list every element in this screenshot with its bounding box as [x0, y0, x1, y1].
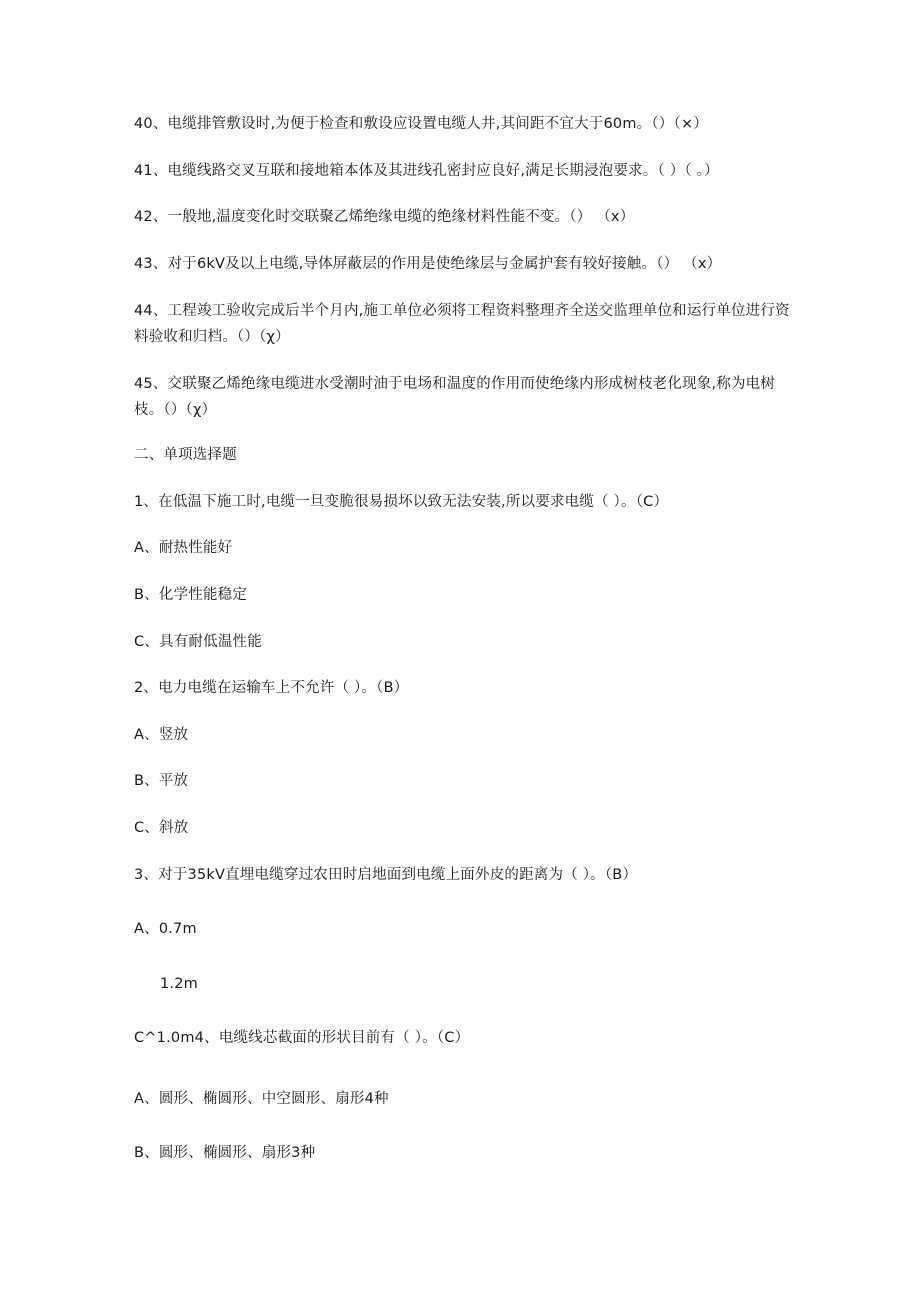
question-41: 41、电缆线路交叉互联和接地箱本体及其进线孔密封应良好,满足长期浸泡要求。（ ）（ 。）	[134, 163, 719, 179]
question-42: 42、一般地,温度变化时交联聚乙烯绝缘电缆的绝缘材料性能不变。（） （x）	[134, 209, 635, 225]
question-44: 44、工程竣工验收完成后半个月内,施工单位必须将工程资料整理齐全送交监理单位和运行单位进行资料验收和归档。（）（χ）	[134, 303, 790, 345]
mc-question-4: C^1.0m4、电缆线芯截面的形状目前有（ ）。（C）	[134, 1030, 470, 1046]
section-heading: 二、单项选择题	[134, 447, 237, 463]
mc-option: C、斜放	[134, 820, 189, 836]
question-40: 40、电缆排管敷设时,为便于检查和敷设应设置电缆人井,其间距不宜大于60m。（）（×）	[134, 116, 708, 132]
mc-question-3: 3、对于35kV直埋电缆穿过农田时启地面到电缆上面外皮的距离为（ ）。（B）	[134, 867, 638, 883]
mc-question-2: 2、电力电缆在运输车上不允许（ ）。（B）	[134, 680, 409, 696]
mc-question-1: 1、在低温下施工时,电缆一旦变脆很易损坏以致无法安装,所以要求电缆（ ）。（C）	[134, 494, 669, 510]
mc-option: A、竖放	[134, 727, 189, 743]
mc-option: A、圆形、椭圆形、中空圆形、扇形4种	[134, 1091, 389, 1107]
question-45: 45、交联聚乙烯绝缘电缆进水受潮时油于电场和温度的作用而使绝缘内形成树枝老化现象,称为电树枝。（）（χ）	[134, 376, 776, 418]
mc-option: 1.2m	[160, 976, 198, 992]
mc-option: B、圆形、椭圆形、扇形3种	[134, 1145, 316, 1161]
mc-option: B、化学性能稳定	[134, 587, 248, 603]
mc-option: B、平放	[134, 773, 189, 789]
mc-option: A、0.7m	[134, 921, 197, 937]
mc-option: A、耐热性能好	[134, 540, 233, 556]
mc-option: C、具有耐低温性能	[134, 634, 262, 650]
question-43: 43、对于6kV及以上电缆,导体屏蔽层的作用是使绝缘层与金属护套有较好接触。（） （x）	[134, 256, 722, 272]
